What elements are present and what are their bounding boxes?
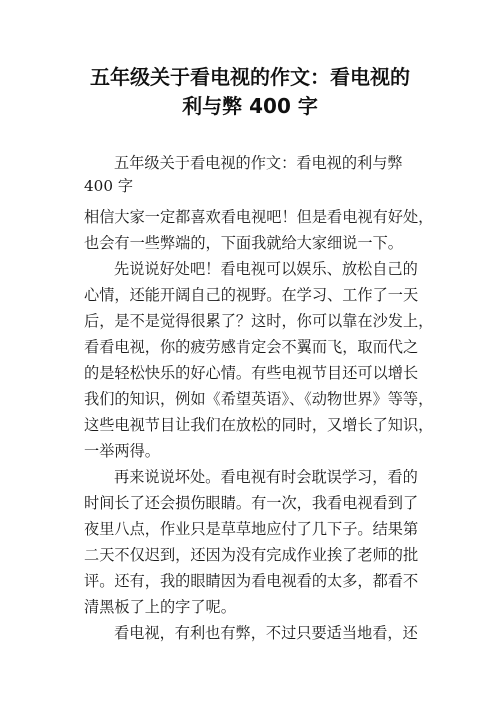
body-line: 再来说说坏处。看电视有时会耽误学习，看的 [114,468,418,486]
body-line: 时间长了还会损伤眼睛。有一次，我看电视看到了 [84,494,419,512]
body-line: 的是轻松快乐的好心情。有些电视节目还可以增长 [84,364,419,382]
body-line: 夜里八点，作业只是草草地应付了几下子。结果第 [84,520,419,538]
document-title-line-1: 五年级关于看电视的作文：看电视的 [90,65,410,89]
body-line: 二天不仅迟到，还因为没有完成作业挨了老师的批 [84,546,419,564]
body-line: 先说说好处吧！看电视可以娱乐、放松自己的 [114,260,418,278]
body-line: 一举两得。 [84,442,160,460]
body-line: 也会有一些弊端的，下面我就给大家细说一下。 [84,234,403,252]
body-line: 看电视，有利也有弊，不过只要适当地看，还 [114,624,418,642]
body-line: 这些电视节目让我们在放松的同时，又增长了知识， [84,416,434,434]
body-line: 评。还有，我的眼睛因为看电视看的太多，都看不 [84,572,419,590]
document-title-line-2: 利与弊 400 字 [182,94,318,118]
body-line: 心情，还能开阔自己的视野。在学习、工作了一天 [84,286,419,304]
body-line: 后，是不是觉得很累了？这时，你可以靠在沙发上， [84,312,434,330]
body-line: 看看电视，你的疲劳感肯定会不翼而飞，取而代之 [84,338,419,356]
body-line: 五年级关于看电视的作文：看电视的利与弊 [114,154,403,172]
body-line: 400 字 [84,177,134,195]
body-line: 清黑板了上的字了呢。 [84,598,236,616]
body-line: 相信大家一定都喜欢看电视吧！但是看电视有好处， [84,208,434,226]
body-line: 我们的知识，例如《希望英语》、《动物世界》等等， [84,390,434,408]
